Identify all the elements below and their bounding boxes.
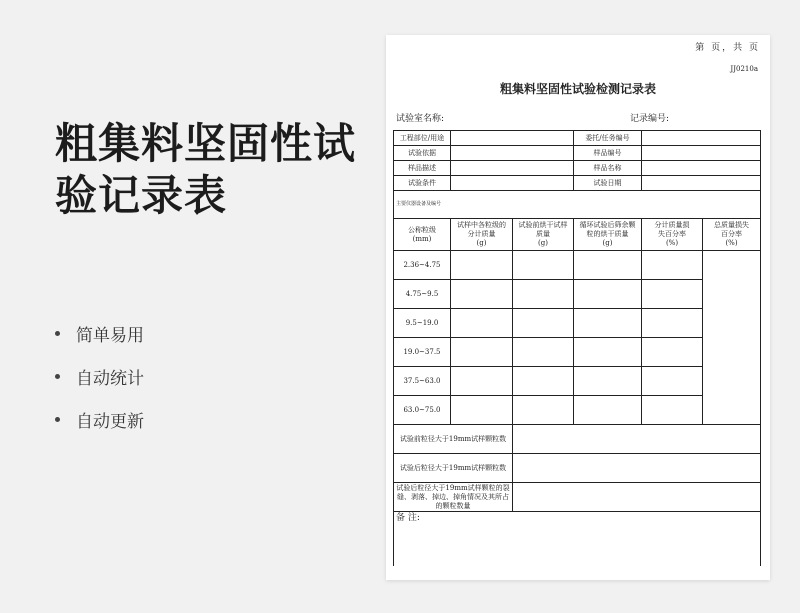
total-loss-cell[interactable]	[703, 251, 761, 425]
data-cell[interactable]	[451, 396, 513, 425]
data-cell[interactable]	[513, 251, 574, 280]
data-cell[interactable]	[513, 396, 574, 425]
conditions-label: 试验条件	[394, 176, 451, 191]
size-cell: 4.75~9.5	[394, 280, 451, 309]
data-cell[interactable]	[574, 367, 642, 396]
bullet-icon	[55, 417, 60, 422]
count-before-value[interactable]	[513, 425, 761, 454]
data-cell[interactable]	[642, 280, 703, 309]
page-number: 第 页，共 页	[695, 43, 760, 53]
col-header-dry-before: 试验前烘干试样 质量 (g)	[513, 219, 574, 251]
commission-value[interactable]	[642, 131, 761, 146]
lab-name-label: 试验室名称:	[396, 114, 445, 124]
conditions-value[interactable]	[451, 176, 574, 191]
data-cell[interactable]	[451, 251, 513, 280]
test-date-value[interactable]	[642, 176, 761, 191]
size-cell: 2.36~4.75	[394, 251, 451, 280]
bullet-icon	[55, 331, 60, 336]
page-title: 粗集料坚固性试验记录表	[55, 119, 357, 220]
feature-item	[55, 355, 144, 398]
feature-label: 自动统计	[76, 369, 144, 389]
data-cell[interactable]	[574, 309, 642, 338]
damage-value[interactable]	[513, 483, 761, 512]
damage-label: 试验后粒径大于19mm试样颗粒的裂缝、剥落、掉边、掉角情况及其所占的颗粒数量	[394, 483, 513, 512]
data-cell[interactable]	[451, 280, 513, 309]
sample-desc-label: 样品描述	[394, 161, 451, 176]
data-cell[interactable]	[642, 251, 703, 280]
basis-label: 试验依据	[394, 146, 451, 161]
data-cell[interactable]	[642, 309, 703, 338]
data-cell[interactable]	[574, 338, 642, 367]
size-cell: 37.5~63.0	[394, 367, 451, 396]
col-header-particle: 公称粒级 (mm)	[394, 219, 451, 251]
count-after-value[interactable]	[513, 454, 761, 483]
data-cell[interactable]	[642, 338, 703, 367]
data-cell[interactable]	[574, 396, 642, 425]
col-header-total-loss: 总质量损失 百分率 (%)	[703, 219, 761, 251]
data-cell[interactable]	[451, 338, 513, 367]
data-cell[interactable]	[574, 280, 642, 309]
data-cell[interactable]	[513, 367, 574, 396]
col-header-split-mass: 试样中各粒级的 分计质量 (g)	[451, 219, 513, 251]
test-date-label: 试验日期	[574, 176, 642, 191]
form-document	[386, 35, 770, 580]
count-before-label: 试验前粒径大于19mm试样颗粒数	[394, 425, 513, 454]
sample-name-label: 样品名称	[574, 161, 642, 176]
remarks-label: 备 注:	[394, 512, 761, 566]
table-row	[394, 251, 761, 280]
dept-value[interactable]	[451, 131, 574, 146]
sample-name-value[interactable]	[642, 161, 761, 176]
data-cell[interactable]	[513, 280, 574, 309]
feature-list	[55, 312, 144, 441]
form-code: JJ0210a	[730, 65, 758, 73]
size-cell: 9.5~19.0	[394, 309, 451, 338]
feature-item	[55, 312, 144, 355]
col-header-split-loss: 分计质量损 失百分率 (%)	[642, 219, 703, 251]
basis-value[interactable]	[451, 146, 574, 161]
col-header-dry-after: 循环试验后筛余颗 粒的烘干质量 (g)	[574, 219, 642, 251]
data-cell[interactable]	[642, 367, 703, 396]
equipment-label: 主要仪器设备及编号	[394, 191, 761, 219]
record-table	[393, 130, 761, 566]
count-after-label: 试验后粒径大于19mm试样颗粒数	[394, 454, 513, 483]
data-cell[interactable]	[513, 338, 574, 367]
data-cell[interactable]	[642, 396, 703, 425]
commission-label: 委托/任务编号	[574, 131, 642, 146]
sample-no-label: 样品编号	[574, 146, 642, 161]
size-cell: 63.0~75.0	[394, 396, 451, 425]
feature-label: 简单易用	[76, 326, 144, 346]
document-title: 粗集料坚固性试验检测记录表	[499, 82, 656, 96]
bullet-icon	[55, 374, 60, 379]
data-cell[interactable]	[574, 251, 642, 280]
data-cell[interactable]	[513, 309, 574, 338]
data-cell[interactable]	[451, 309, 513, 338]
data-cell[interactable]	[451, 367, 513, 396]
record-number-label: 记录编号:	[630, 114, 670, 124]
dept-label: 工程部位/用途	[394, 131, 451, 146]
sample-desc-value[interactable]	[451, 161, 574, 176]
feature-label: 自动更新	[76, 412, 144, 432]
size-cell: 19.0~37.5	[394, 338, 451, 367]
feature-item	[55, 398, 144, 441]
sample-no-value[interactable]	[642, 146, 761, 161]
